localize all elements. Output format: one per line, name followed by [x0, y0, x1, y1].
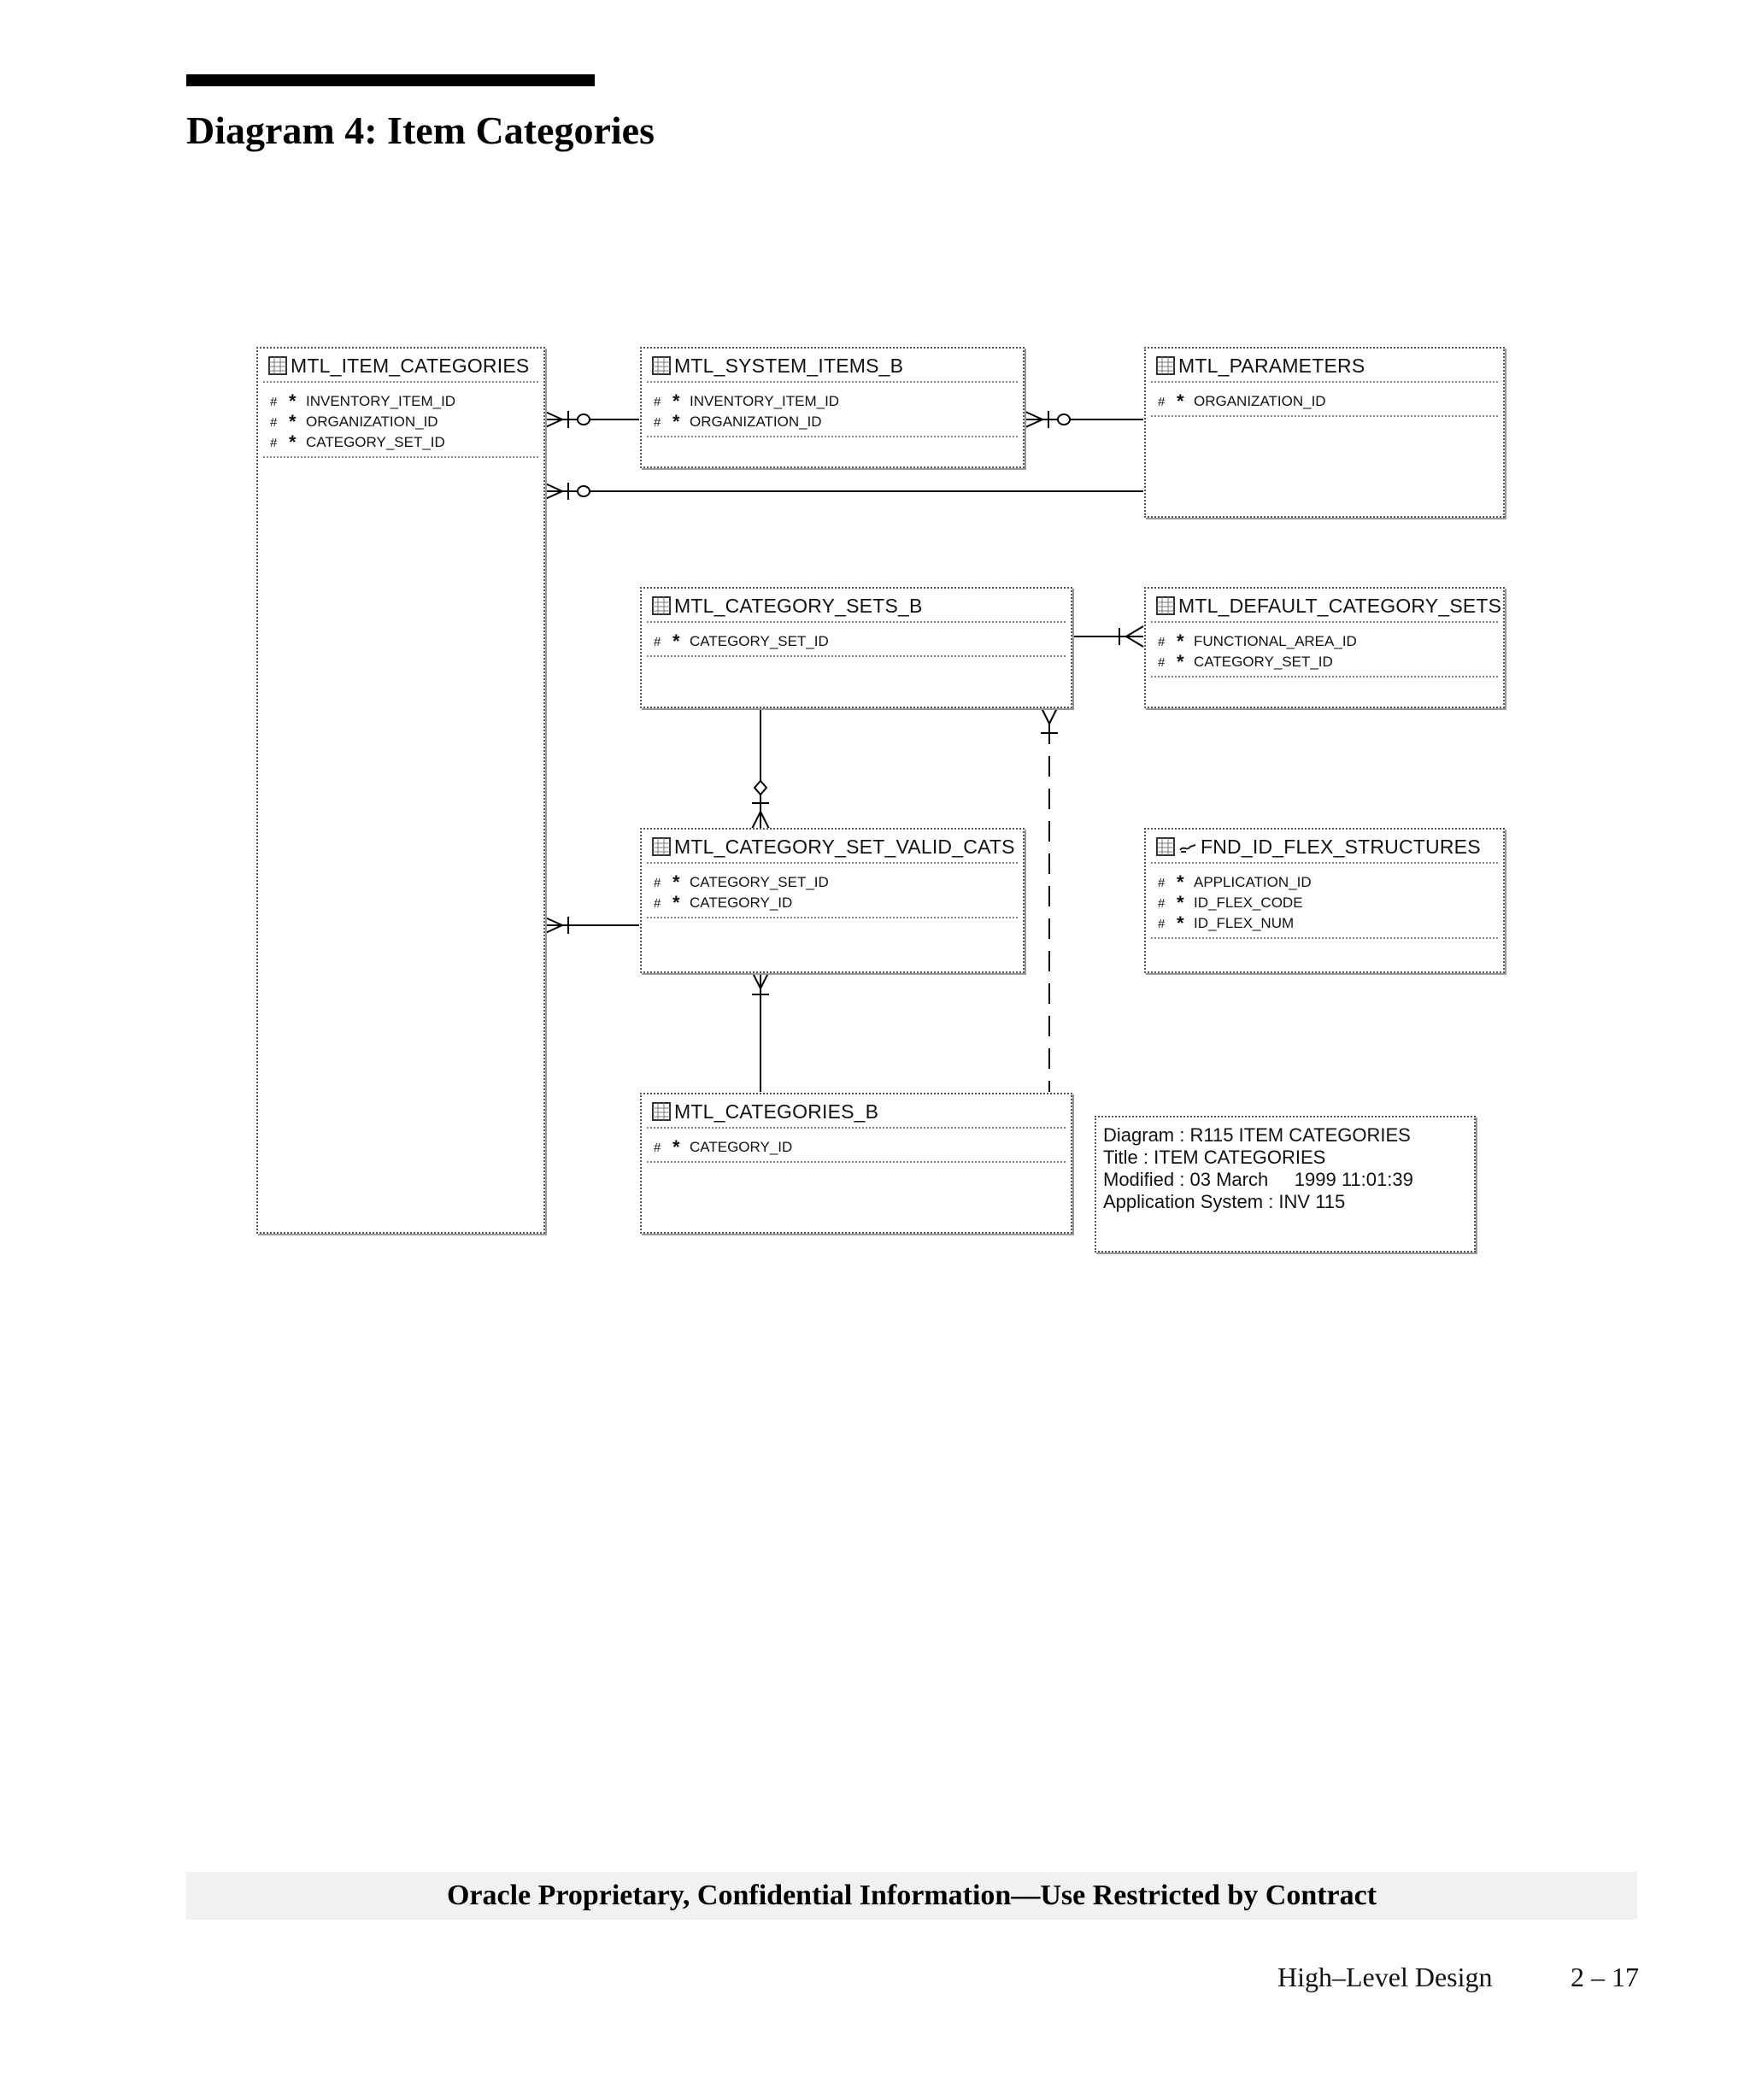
rel-item-categories-parameters: [543, 483, 1143, 500]
attribute-list: [647, 391, 1018, 437]
attribute-row: [1151, 631, 1498, 652]
mandatory-marker: *: [1177, 390, 1184, 412]
entity-mtl-category-set-valid-cats[interactable]: [640, 828, 1025, 973]
pk-marker: #: [1158, 875, 1166, 890]
entity-name: MTL_SYSTEM_ITEMS_B: [674, 354, 904, 377]
page-number: 2 – 17: [1571, 1962, 1639, 1992]
entity-mtl-item-categories[interactable]: [256, 347, 545, 1234]
entity-mtl-categories-b[interactable]: [640, 1093, 1072, 1234]
diagram-info-box: [1095, 1116, 1476, 1252]
table-icon: [652, 837, 671, 856]
pk-marker: #: [1158, 895, 1166, 911]
entity-header: [647, 349, 1018, 383]
mandatory-marker: *: [1177, 892, 1184, 913]
attribute-list: [647, 1137, 1066, 1163]
table-icon: [1156, 356, 1175, 375]
attribute-name: ID_FLEX_NUM: [1194, 915, 1295, 931]
attribute-row: [263, 412, 538, 432]
entity-header: [1151, 589, 1502, 623]
table-link-icon: [1156, 837, 1175, 856]
attribute-row: [1151, 913, 1498, 934]
entity-header: [1151, 830, 1498, 864]
mandatory-marker: *: [672, 631, 680, 652]
attribute-name: ID_FLEX_CODE: [1194, 895, 1303, 911]
pk-marker: #: [654, 875, 661, 890]
rel-item-categories-system-items: [543, 411, 639, 428]
attribute-name: CATEGORY_SET_ID: [306, 434, 445, 450]
mandatory-marker: *: [1177, 651, 1184, 672]
pk-marker: #: [270, 435, 278, 450]
rel-category-sets-valid-cats: [752, 707, 769, 829]
entity-name: MTL_CATEGORY_SETS_B: [674, 594, 923, 617]
attribute-list: [263, 391, 538, 458]
entity-mtl-parameters[interactable]: [1144, 347, 1505, 518]
entity-header: [647, 830, 1018, 864]
table-icon: [268, 356, 287, 375]
diagram-name: Diagram : R115 ITEM CATEGORIES: [1103, 1124, 1411, 1146]
attribute-row: [263, 391, 538, 412]
diagram-application-system: Application System : INV 115: [1103, 1191, 1346, 1212]
attribute-name: ORGANIZATION_ID: [306, 414, 438, 430]
attribute-row: [647, 631, 1066, 652]
attribute-row: [647, 391, 1018, 412]
attribute-name: FUNCTIONAL_AREA_ID: [1194, 633, 1357, 649]
attribute-row: [647, 1137, 1066, 1158]
mandatory-marker: *: [672, 411, 680, 432]
entity-mtl-system-items-b[interactable]: [640, 347, 1025, 468]
table-icon: [652, 596, 671, 615]
entity-name: MTL_ITEM_CATEGORIES: [291, 354, 530, 377]
rel-system-items-parameters: [1024, 411, 1143, 428]
pk-marker: #: [1158, 394, 1166, 409]
attribute-row: [1151, 652, 1498, 672]
link-icon: [1178, 837, 1197, 856]
pk-marker: #: [654, 634, 661, 649]
attribute-name: INVENTORY_ITEM_ID: [690, 393, 840, 409]
attribute-name: CATEGORY_ID: [690, 895, 793, 911]
attribute-name: CATEGORY_SET_ID: [690, 874, 829, 890]
mandatory-marker: *: [672, 390, 680, 412]
attribute-name: ORGANIZATION_ID: [1194, 393, 1326, 409]
section-label: High–Level Design: [1277, 1962, 1493, 1992]
pk-marker: #: [1158, 634, 1166, 649]
rel-valid-cats-categories: [752, 971, 769, 1092]
attribute-name: INVENTORY_ITEM_ID: [306, 393, 456, 409]
pk-marker: #: [654, 414, 661, 430]
entity-mtl-category-sets-b[interactable]: [640, 587, 1072, 708]
rel-category-sets-default-sets: [1072, 626, 1143, 647]
attribute-name: CATEGORY_SET_ID: [1194, 654, 1333, 670]
entity-name: MTL_PARAMETERS: [1178, 354, 1365, 377]
attribute-name: APPLICATION_ID: [1194, 874, 1312, 890]
mandatory-marker: *: [672, 1136, 680, 1158]
mandatory-marker: *: [1177, 631, 1184, 652]
mandatory-marker: *: [1177, 912, 1184, 934]
attribute-name: ORGANIZATION_ID: [690, 414, 822, 430]
attribute-list: [647, 872, 1018, 918]
mandatory-marker: *: [1177, 871, 1184, 893]
entity-name: FND_ID_FLEX_STRUCTURES: [1201, 835, 1481, 858]
pk-marker: #: [654, 895, 661, 911]
pk-marker: #: [270, 414, 278, 430]
pk-marker: #: [270, 394, 278, 409]
mandatory-marker: *: [289, 431, 297, 453]
page-title: Diagram 4: Item Categories: [186, 109, 655, 152]
pk-marker: #: [654, 394, 661, 409]
pk-marker: #: [654, 1140, 661, 1155]
attribute-list: [1151, 631, 1498, 678]
attribute-row: [263, 432, 538, 453]
attribute-row: [1151, 893, 1498, 913]
diagram-modified: Modified : 03 March 1999 11:01:39: [1103, 1169, 1413, 1190]
entity-name: MTL_CATEGORIES_B: [674, 1100, 879, 1123]
confidential-notice-band: [186, 1872, 1637, 1920]
table-icon: [1156, 596, 1175, 615]
mandatory-marker: *: [289, 390, 297, 412]
attribute-row: [647, 412, 1018, 432]
confidential-notice: Oracle Proprietary, Confidential Information––Use Restricted by Contract: [446, 1880, 1377, 1911]
rel-category-sets-categories-dashed: [1041, 707, 1058, 1092]
attribute-row: [647, 872, 1018, 893]
entity-mtl-default-category-sets[interactable]: [1144, 587, 1505, 708]
entity-fnd-id-flex-structures[interactable]: [1144, 828, 1505, 973]
entity-name: MTL_DEFAULT_CATEGORY_SETS: [1178, 594, 1502, 617]
attribute-row: [1151, 872, 1498, 893]
entity-name: MTL_CATEGORY_SET_VALID_CATS: [674, 835, 1015, 858]
attribute-row: [647, 893, 1018, 913]
attribute-list: [1151, 872, 1498, 939]
entity-header: [647, 1094, 1066, 1129]
mandatory-marker: *: [672, 892, 680, 913]
entity-header: [647, 589, 1066, 623]
attribute-name: CATEGORY_SET_ID: [690, 633, 829, 649]
diagram-title: Title : ITEM CATEGORIES: [1103, 1147, 1326, 1168]
attribute-name: CATEGORY_ID: [690, 1139, 793, 1155]
mandatory-marker: *: [289, 411, 297, 432]
table-icon: [652, 356, 671, 375]
pk-marker: #: [1158, 916, 1166, 931]
mandatory-marker: *: [672, 871, 680, 893]
attribute-list: [1151, 391, 1498, 417]
pk-marker: #: [1158, 654, 1166, 670]
attribute-list: [647, 631, 1066, 657]
attribute-row: [1151, 391, 1498, 412]
entity-header: [263, 349, 538, 383]
table-icon: [652, 1102, 671, 1121]
entity-header: [1151, 349, 1498, 383]
rel-item-categories-valid-cats: [543, 917, 639, 934]
